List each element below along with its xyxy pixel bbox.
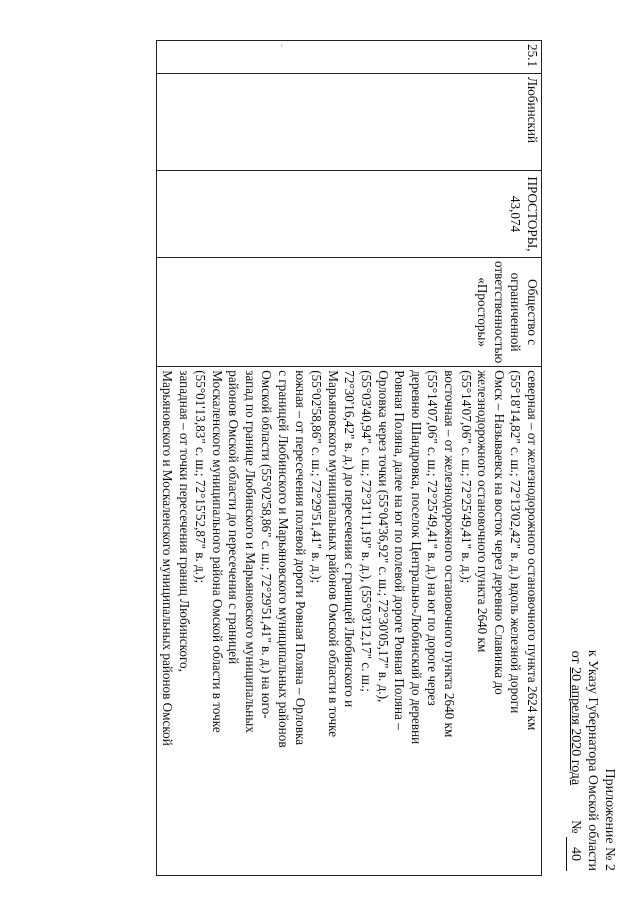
date-prefix: от xyxy=(568,650,583,664)
description-line: с границей Любинского и Марьяновского муниципальных районов xyxy=(276,370,292,748)
description-line: (55°01'13,83" с. ш.; 72°15'52,87" в. д.); xyxy=(193,370,209,584)
row-number: 25.1 xyxy=(157,41,542,74)
organization-cell: Общество с ограниченной ответственностью «Просторы» xyxy=(157,258,542,367)
table-row xyxy=(157,41,542,876)
boundary-description-cell xyxy=(157,367,542,876)
description-line: северная – от железнодорожного остановочного пункта 2624 км xyxy=(525,370,540,731)
description-line: восточная – от железнодорожного остановочного пункта 2640 км xyxy=(442,370,458,738)
description-line: (55°03'40,94" с. ш.; 72°31'11,19" в. д.), (55°03'12,17" с. ш.; xyxy=(359,370,375,692)
description-line: Ровная Поляна, далее на юг по полевой дороге Ровная Поляна – xyxy=(392,370,408,730)
description-line: (55°14'07,06" с. ш.; 72°25'49,41" в. д.) на юг по дороге через xyxy=(425,370,441,706)
description-line: Омск – Называевск на восток через деревню Славинка до xyxy=(491,370,507,695)
appendix-reference: к Указу Губернатора Омской области xyxy=(585,649,600,871)
license-area-cell: ПРОСТОРЫ, 43,074 xyxy=(157,171,542,258)
appendix-header xyxy=(566,541,618,871)
boundaries-table xyxy=(156,40,542,876)
description-line: 72°30'16,42" в. д.) до пересечения с границей Любинского и xyxy=(342,370,358,708)
appendix-title: Приложение № 2 xyxy=(602,768,617,871)
description-line: Москаленского муниципального района Омской области в точке xyxy=(209,370,225,733)
description-line: Марьяновского и Москаленского муниципальных районов Омской xyxy=(159,370,175,746)
appendix-date-line xyxy=(566,541,584,871)
decree-date: 20 апреля 2020 года xyxy=(568,667,583,786)
district-cell: Любинский xyxy=(157,74,542,171)
description-line: (55°14'07,06" с. ш.; 72°25'49,41" в. д.); xyxy=(458,370,474,584)
description-line: Марьяновского муниципальных районов Омской области в точке xyxy=(325,370,341,738)
description-line: Омской области (55°02'58,86" с. ш.; 72°29'51,41" в. д.) на юго- xyxy=(259,370,275,719)
description-line: запад по границе Любинского и Марьяновского муниципальных xyxy=(242,370,258,733)
description-line: (55°18'14,82" с. ш.; 72°13'02,42" в. д.) вдоль железной дороги xyxy=(508,370,524,714)
number-label: № xyxy=(568,820,583,834)
description-line: южная – от пересечения полевой дороги Ровная Поляна – Орловка xyxy=(292,370,308,746)
description-line: (55°02'58,86" с. ш.; 72°29'51,41" в. д.); xyxy=(309,370,325,584)
description-line: железнодорожного остановочного пункта 2640 км xyxy=(475,370,491,653)
description-line: районов Омской области до пересечения с границей xyxy=(226,370,242,665)
margin-mark: · xyxy=(275,44,286,48)
description-line: западная – от точки пересечения границ Любинского, xyxy=(176,370,192,672)
description-line: деревню Шандровка, поселок Центрально-Любинский до деревни xyxy=(408,370,424,745)
decree-number: 40 xyxy=(566,837,584,871)
description-line: Орловка через точки (55°04'36,92" с. ш.; 72°30'05,17" в. д.), xyxy=(375,370,391,703)
